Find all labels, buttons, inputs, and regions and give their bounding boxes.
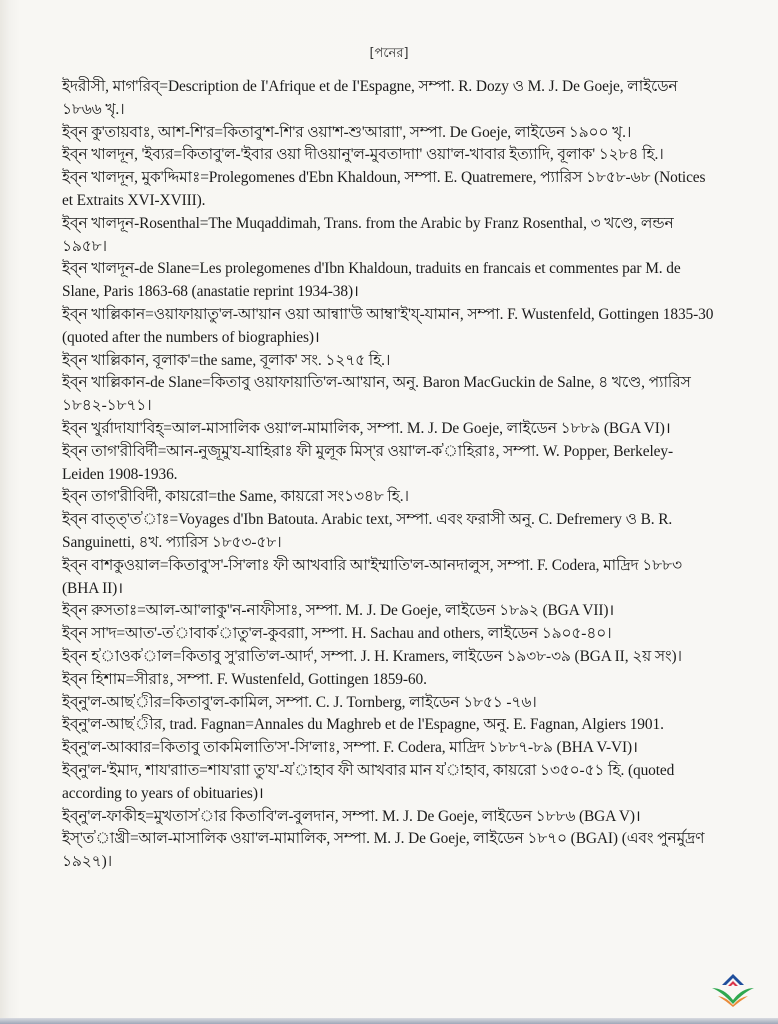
page-number: [পনের]: [369, 46, 409, 61]
logo-inner-roof: [728, 981, 738, 986]
bibliography-entry: ইস্'ত'াখ্রী=আল-মাসালিক ওয়া'ল-মামালিক, সম্পা. M. J. De Goeje, লাইডেন ১৮৭০ (BGAI) (এবং পুনর্মুদ্রণ ১৯২৭)।: [62, 830, 705, 871]
bibliography-entry: ইব্ন খুর্রাদাযা'বিহ্=আল-মাসালিক ওয়া'ল-মামালিক, সম্পা. M. J. De Goeje, লাইডেন ১৮৮৯ (BGA VI)।: [62, 419, 671, 437]
bibliography-list: [62, 76, 714, 874]
logo-leaves: [712, 988, 754, 1004]
bibliography-entry: ইদরীসী, মাগ'রিব্=Description de I'Afrique et de I'Espagne, সম্পা. R. Dozy ও M. J. De Goeje, লাইডেন ১৮৬৬ খৃ.।: [62, 78, 678, 118]
bibliography-entry: ইব্ন খাল্লিকান=ওয়াফায়াতু'ল-আ'য়ান ওয়া আন্বাা'উ আম্বা'ই'য্-যামান, সম্পা. F. Wustenfeld, Gottingen 1835-30 (quoted after the numbers of biographies)।: [62, 305, 714, 346]
page-bottom-edge: [0, 1018, 778, 1024]
bibliography-entry: ইব্ন বাত্ত্'ত'াঃ=Voyages d'Ibn Batouta. Arabic text, সম্পা. এবং ফরাসী অনু. C. Defremery ও B. R. Sanguinetti, ৪খ. প্যারিস ১৮৫৩-৫৮।: [62, 511, 673, 551]
bibliography-entry: ইব্নু'ল-আছ'ীর=কিতাবু'ল-কামিল, সম্পা. C. J. Tornberg, লাইডেন ১৮৫১ -৭৬।: [62, 693, 537, 711]
bibliography-entry: ইব্নু'ল-আছ'ীর, trad. Fagnan=Annales du Maghreb et de l'Espagne, অনু. E. Fagnan, Algiers 1901.: [62, 716, 664, 734]
bibliography-entry: ইব্নু'ল-'ইমাদ, শায'রাাত=শায'রাা তু'য'-য'াহাব ফী আখবার মান য'াহাব, কায়রো ১৩৫০-৫১ হি. (quoted according to years of obituaries)।: [62, 761, 675, 802]
bibliography-entry: ইব্ন তাগ'রীবির্দী, কায়রো=the Same, কায়রো সং১৩৪৮ হি.।: [62, 488, 409, 506]
bibliography-entry: ইব্ন হ'াওক'াল=কিতাবু সু'রাতি'ল-আর্দ', সম্পা. J. H. Kramers, লাইডেন ১৯৩৮-৩৯ (BGA II, ২য় সং)।: [62, 647, 682, 665]
bibliography-entry: ইব্নু'ল-ফাকীহ=মুখতাস'ার কিতাবি'ল-বুলদান, সম্পা. M. J. De Goeje, লাইডেন ১৮৮৬ (BGA V)।: [62, 807, 641, 825]
bibliography-entry: ইব্ন খালদূন-de Slane=Les prolegomenes d'Ibn Khaldoun, traduits en francais et commentes par M. de Slane, Paris 1863-68 (anastatie reprint 1934-38)।: [62, 260, 681, 301]
bibliography-entry: ইব্ন সা'দ=আত'-ত'াবাক'াতু'ল-কুবরাা, সম্পা. H. Sachau and others, লাইডেন ১৯০৫-৪০।: [62, 625, 612, 643]
bibliography-entry: ইব্ন খাল্লিকান-de Slane=কিতাবু ওয়াফায়াতি'ল-আ'য়ান, অনু. Baron MacGuckin de Salne, ৪ খণ্ডে, প্যারিস ১৮৪২-১৮৭১।: [62, 374, 691, 415]
bibliography-entry: ইব্ন খালদূন-Rosenthal=The Muqaddimah, Trans. from the Arabic by Franz Rosenthal, ৩ খণ্ডে, লন্ডন ১৯৫৮।: [62, 214, 674, 255]
bibliography-entry: ইব্ন কু'তায়বাঃ, আশ-শি'র=কিতাবু'শ-শি'র ওয়া'শ-শু'আরাা', সম্পা. De Goeje, লাইডেন ১৯০০ খৃ.।: [62, 123, 632, 141]
publisher-logo-icon: [710, 972, 756, 1008]
bibliography-entry: ইব্ন খালদূন, 'ইব্যর=কিতাবু'ল-'ইবার ওয়া দীওয়ানু'ল-মুবতাদাা' ওয়া'ল-খাবার ইত্যাদি, বূলাক' ১২৮৪ হি.।: [62, 146, 664, 164]
bibliography-entry: ইব্ন হিশাম=সীরাঃ, সম্পা. F. Wustenfeld, Gottingen 1859-60.: [62, 670, 427, 688]
bibliography-entry: ইব্ন বাশকুওয়াল=কিতাবু'স'-সি'লাঃ ফী আখবারি আ'ইম্মাতি'ল-আনদালুস, সম্পা. F. Codera, মাদ্রিদ ১৮৮৩ (BHA II)।: [62, 556, 682, 597]
bibliography-entry: ইব্ন খালদূন, মুক'দ্দিমাঃ=Prolegomenes d'Ebn Khaldoun, সম্পা. E. Quatremere, প্যারিস ১৮৫৮-৬৮ (Notices et Extraits XVI-XVIII).: [62, 169, 706, 209]
bibliography-entry: ইব্ন খাল্লিকান, বূলাক'=the same, বূলাক' সং. ১২৭৫ হি.।: [62, 351, 391, 369]
bibliography-entry: ইব্নু'ল-আব্বার=কিতাবু তাকমিলাতি'স'-সি'লাঃ, সম্পা. F. Codera, মাদ্রিদ ১৮৮৭-৮৯ (BHA V-VI)।: [62, 739, 638, 757]
bibliography-entry: ইব্ন তাগ'রীবির্দী=আন-নুজূমু'য-যাহিরাঃ ফী মুলূক মিস্'র ওয়া'ল-ক'াহিরাঃ, সম্পা. W. Popper, Berkeley-Leiden 1908-1936.: [62, 442, 674, 483]
bibliography-entry: ইব্ন রুসতাঃ=আল-আ'লাকু''ন-নাফীসাঃ, সম্পা. M. J. De Goeje, লাইডেন ১৮৯২ (BGA VII)।: [62, 602, 615, 620]
